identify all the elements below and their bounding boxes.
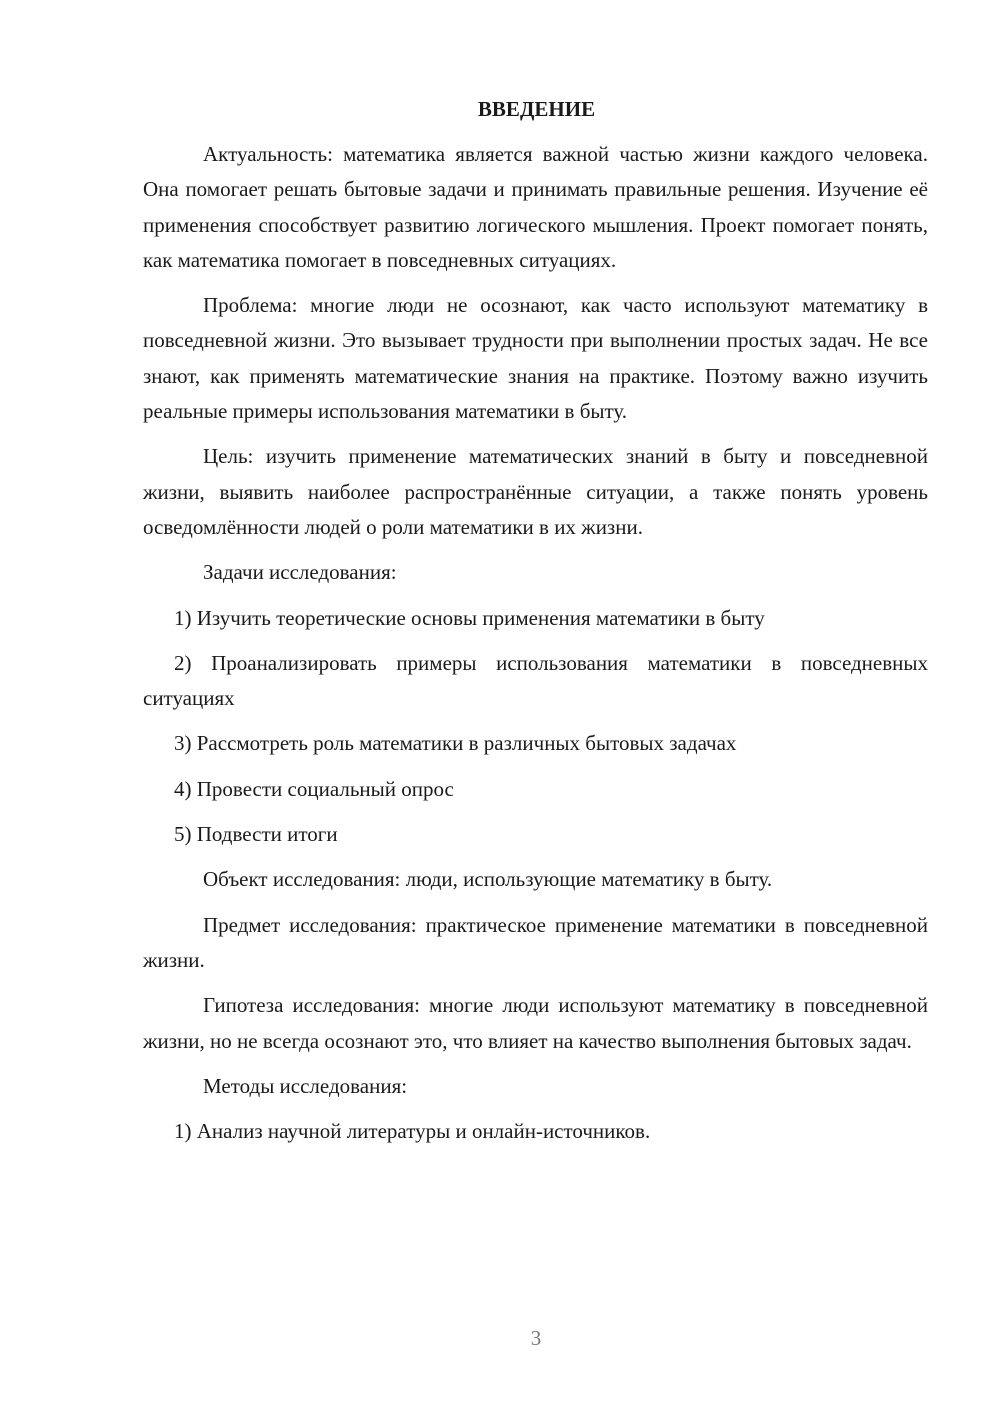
problem-paragraph: Проблема: многие люди не осознают, как часто используют математику в повседневной жизни. Это вызывает трудности при выполнении простых задач. Не все знают, как применять математические знания на практике. Поэтому важно изучить реальные примеры использования математики в быту.	[143, 293, 928, 424]
task-item-1: 1) Изучить теоретические основы применения математики в быту	[174, 605, 765, 630]
page-content	[143, 92, 928, 1159]
task-item-3: 3) Рассмотреть роль математики в различных бытовых задачах	[174, 731, 737, 756]
section-heading: ВВЕДЕНИЕ	[477, 97, 596, 121]
task-item-2: 2) Проанализировать примеры использования математики в повседневных ситуациях	[143, 650, 928, 711]
goal-paragraph: Цель: изучить применение математических знаний в быту и повседневной жизни, выявить наиболее распространённые ситуации, а также понять уровень осведомлённости людей о роли математики в их жизни.	[143, 444, 928, 539]
tasks-title: Задачи исследования:	[203, 560, 397, 585]
object-paragraph: Объект исследования: люди, использующие математику в быту.	[203, 867, 773, 892]
task-item-4: 4) Провести социальный опрос	[174, 776, 454, 801]
page-number: 3	[530, 1326, 542, 1350]
method-item-1: 1) Анализ научной литературы и онлайн-источников.	[174, 1119, 651, 1144]
subject-paragraph: Предмет исследования: практическое применение математики в повседневной жизни.	[143, 912, 928, 972]
methods-title: Методы исследования:	[203, 1073, 408, 1098]
relevance-paragraph: Актуальность: математика является важной частью жизни каждого человека. Она помогает решать бытовые задачи и принимать правильные решения. Изучение её применения способствует развитию логического мышления. Проект помогает понять, как математика помогает в повседневных ситуациях.	[143, 142, 928, 272]
hypothesis-paragraph: Гипотеза исследования: многие люди используют математику в повседневной жизни, но не всегда осознают это, что влияет на качество выполнения бытовых задач.	[143, 993, 928, 1053]
task-item-5: 5) Подвести итоги	[174, 822, 338, 847]
